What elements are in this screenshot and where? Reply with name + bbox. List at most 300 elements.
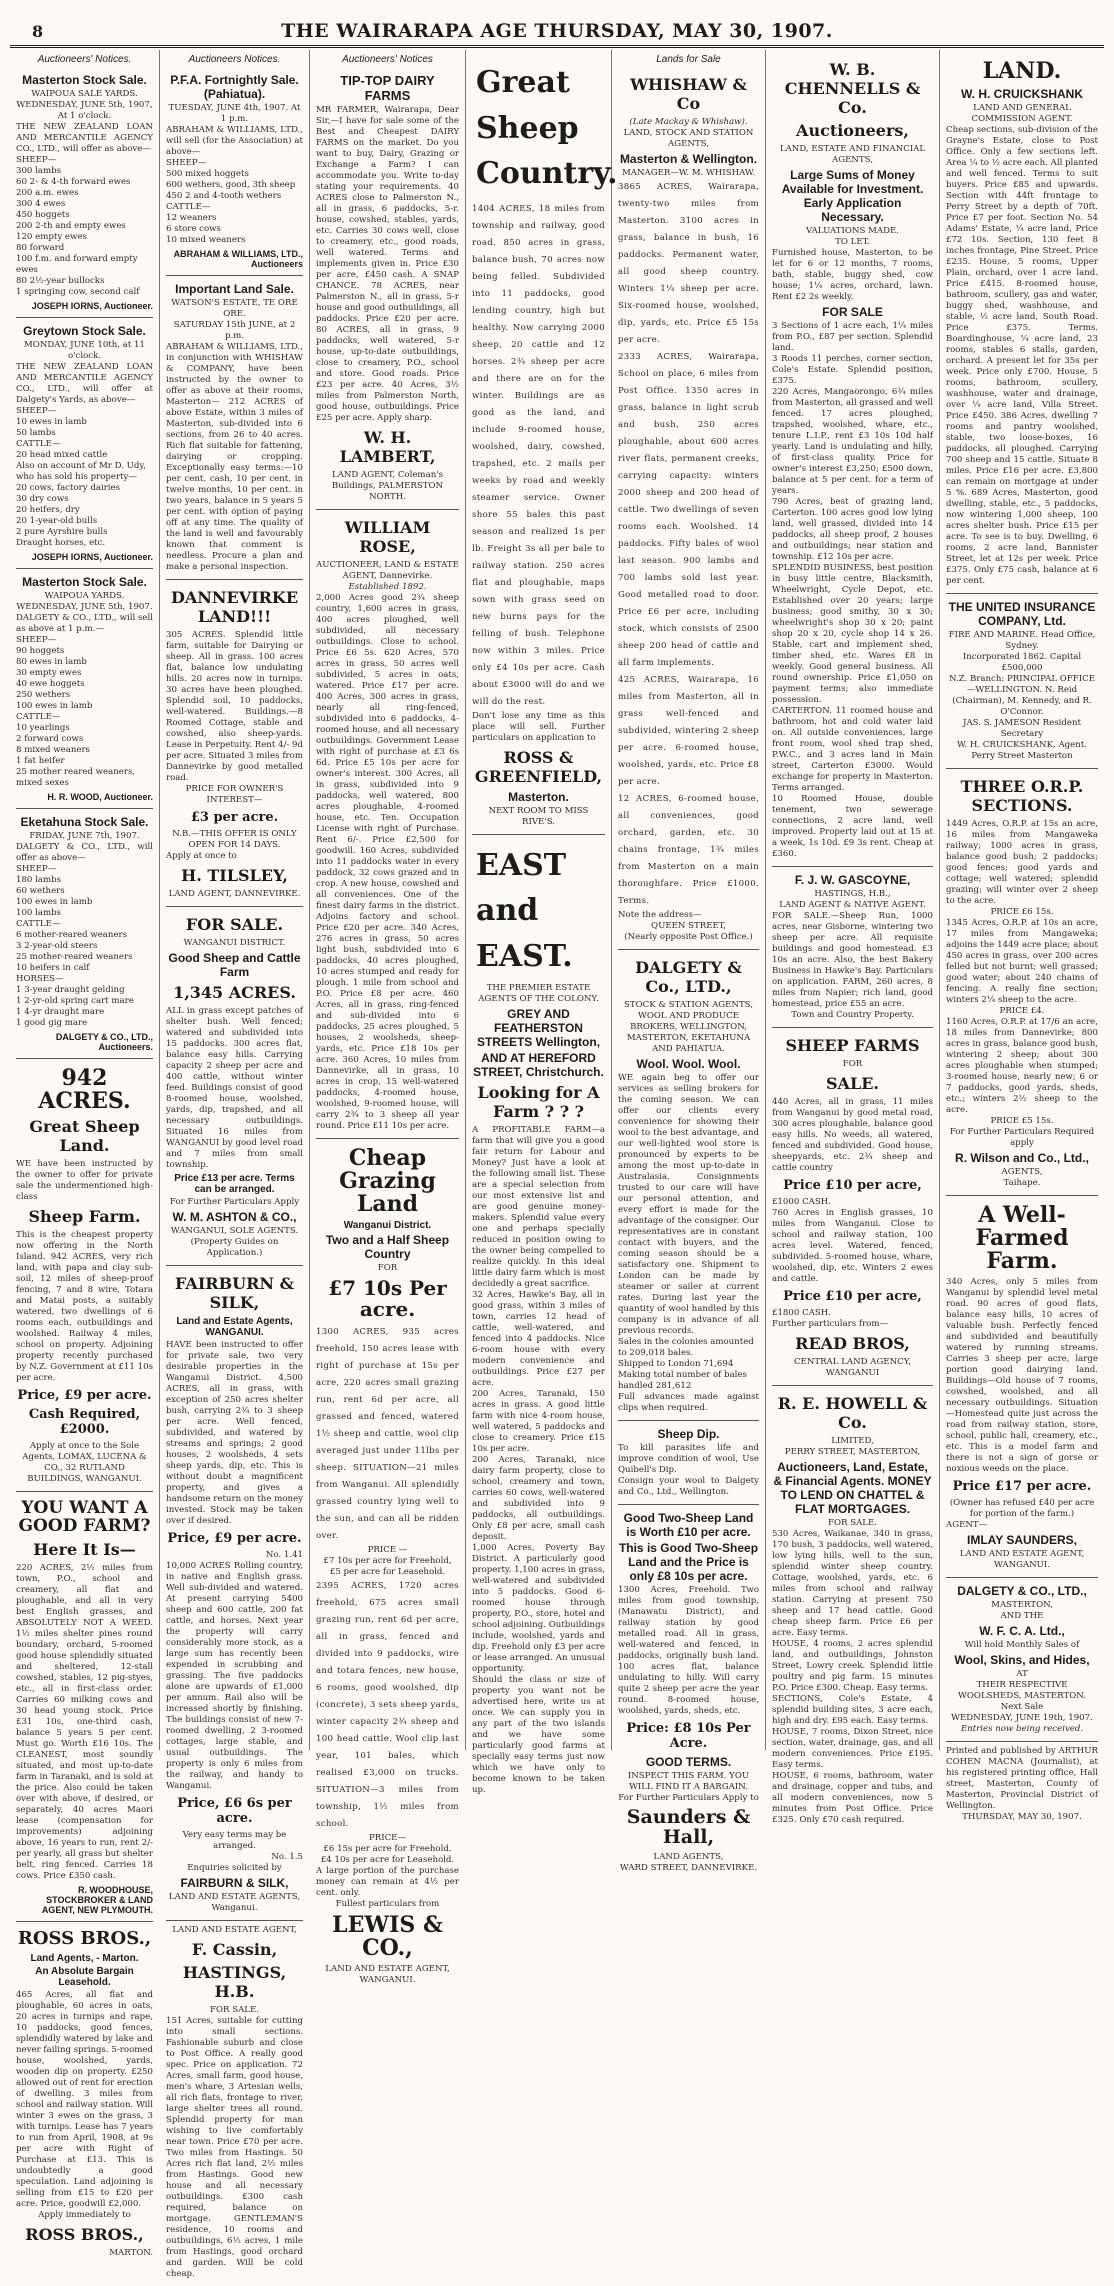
price-list [316,1556,459,1578]
ad-venue: THEIR RESPECTIVE WOOLSHEDS, MASTERTON. [958,1680,1086,1702]
list-item: 100 ewes in lamb [16,897,93,907]
stock-list [16,864,153,1029]
item-list [472,1290,605,1675]
section-heading: Auctioneers' Notices [342,54,433,65]
great-sheep-country-ad [472,52,618,835]
ad-next: NEXT ROOM TO MISS RIVE'S. [488,805,589,827]
ad-date: FRIDAY, JUNE 7th, 1907. [29,831,140,841]
list-item: 50 lambs [16,428,56,438]
ad-line-2: Masterton & Wellington. [619,152,758,166]
ad-price: Price £10 per acre, [783,1178,922,1193]
ad-body: ALL in grass except patches of shelter bush. Well fenced; watered and subdivided into 15 paddocks. 300 acres flat, balance easy hills. Carrying capacity 2 sheep per acre and 400 cattle, without winter feed. Buildings consist of good 8-roomed house, woolshed, yards, dip, trapshed, and all necessary outbuildings. Situated 16 miles from WANGANUI by good level road and 7 miles from small township. [166,1006,303,1170]
list-item: CATTLE— [16,712,61,722]
list-item: SHEEP— [16,155,57,165]
ad-body: 1300 ACRES, 935 acres freehold, 150 acres lease with right of purchase at 15s per acre, 220 acres small grazing run, rent 6d per acre, all grassed and fenced, watered 1½ sheep and cattle, wool clip averaged just under 11lbs per sheep. SITUATION—21 miles from Wanganui. All splendidly grassed country lying well to the sun, and can all be ridden over. [316,1327,459,1542]
ad-price: Price, £9 per acre. [167,1531,302,1546]
east-and-east-ad [472,835,605,1803]
ad-intro: WE have been instructed by the owner to offer for private sale the undermentioned high-class [16,1159,153,1203]
ad-subheading: FIRE AND MARINE. Head Office, Sydney. [948,630,1096,652]
list-item: EAST. [476,938,573,974]
ad-heading: YOU WANT A GOOD FARM? [18,1498,151,1537]
list-item: 3 Sections of 1 acre each, 1¼ miles from P.O., £87 per section. Splendid land. [772,321,933,353]
stock-list [16,635,153,789]
good-two-sheep-ad [618,1505,759,1880]
ad-date: WEDNESDAY, JUNE 19th, 1907. [951,1713,1093,1724]
ad-subheading: Land and Estate Agents, WANGANUI. [176,1316,293,1338]
list-item: 10 yearlings [16,723,70,733]
ad-name: ROSS & GREENFIELD, [474,747,603,786]
ad-heading: FAIRBURN & SILK, [174,1274,295,1312]
list-item: Country. [476,156,618,191]
ad-place: CENTRAL LAND AGENCY, WANGANUI [793,1357,911,1378]
ad-for: FOR [377,1263,398,1274]
ad-subheading: WAIPOUA YARDS. [44,591,125,601]
ad-body-2: 2395 ACRES, 1720 acres freehold, 675 acres small grazing run, rent 6d per acre, all in grass, fenced and divided into 9 paddocks, wire and totara fences, new house, 6 rooms, good woolshed, dip (concrete), 3 sets sheep yards, winter capacity 2¾ sheep and 100 head cattle. Wool clip last year, 101 bales, which realised £3,000 on trucks. SITUATION—3 miles from township, 1½ miles from school. [316,1581,459,1830]
ad-agent: W. H. CRUICKSHANK, Agent. Perry Street Masterton [957,740,1087,762]
ad-signature: ABRAHAM & WILLIAMS, LTD., Auctioneers [173,249,303,269]
ad-price: Price £17 per acre. [952,1479,1092,1495]
ad-apply: Fullest particulars from [335,1899,440,1910]
list-item: Great [476,65,570,100]
list-item: 10 ewes in lamb [16,417,87,427]
list-item: 100 ewes in lamb [16,701,93,711]
list-item: 200 2-th and empty ewes [16,221,126,231]
ad-advance: Full advances made against clips when required. [618,1392,759,1413]
pfa-sale-ad [166,67,303,276]
ad-agent: LAND AND GENERAL COMMISSION AGENT. [971,103,1073,125]
list-item: 200 Acres, Taranaki, 150 acres in grass. A good little farm with nice 4-room house, well watered, 5 paddocks and close to creamery. Price £15 10s per acre. [472,1389,605,1454]
ad-subheading: Great Sheep Land. [29,1117,140,1156]
ad-heading: F. J. W. GASCOYNE, [794,873,911,887]
orp-item-1: 1449 Acres, O.R.P. at 15s an acre, 16 miles from Mangaweka railway; 1000 acres in grass, balance good bush; 2 paddocks; good fences; good yards and cottage; well watered; splendid grazing; will winter over 2 sheep to the acre. [946,819,1098,907]
ad-heading: F. Cassin, [191,1940,278,1959]
list-item: 32 Acres, Hawke's Bay, all in good grass, within 3 miles of town, carries 12 head of cattle, well-watered, and fenced into 4 paddocks. Nice 6-room house with every modern convenience and outbuildings. Price £27 per acre. [472,1290,605,1388]
list-item: 3 2-year-old steers [16,941,98,951]
stock-list [16,406,153,549]
list-item: SHEEP— [16,406,57,416]
ad-to-let: TO LET. [835,237,870,247]
list-item: CATTLE— [16,919,61,929]
ad-closing: Should the class or size of property you want not be advertised here, write us at once. We can supply you in any part of the two islands and we have some particularly good farms at specially easy terms just now which we have only to become known to be taken up. [472,1675,605,1795]
fairburn-silk-ad [166,1266,303,1921]
ad-name: H. TILSLEY, [181,866,288,885]
united-insurance-ad [946,594,1098,769]
ad-apply: For Further Particulars Apply to [618,1793,759,1803]
ad-name: W. H. CRUICKSHANK [961,87,1083,102]
total-value: 281,612 [655,1381,692,1391]
ad-heading: A Well-Farmed Farm. [975,1202,1069,1275]
greytown-stock-sale [16,318,153,569]
list-item: Also on account of Mr D. Udy, who has sold his property— [16,461,146,482]
ad-apply: Apply immediately to [38,2209,131,2220]
list-item: 500 mixed hoggets [166,169,249,179]
list-item: 12 ACRES, 6-roomed house, all conveniences, good orchard, garden, etc. 30 chains frontage, 1¾ miles from Masterton on a main thoroughfare. Price £1000. Terms. [618,794,759,906]
list-item: CATTLE— [166,202,211,212]
ross-bros-ad [16,1922,153,2265]
list-item: 2 forward cows [16,734,84,744]
list-item: 2333 ACRES, Wairarapa, School on place, 6 miles from Post Office. 1350 acres in grass, balance in light scrub and bush, 250 acres ploughable, about 600 acres river flats, permanent creeks, carrying capacity: winters 2000 sheep and 200 head of cattle. Two dwellings of seven rooms each. Woolshed. 14 paddocks. Fifty bales of wool last season. 900 lambs and 700 lambs sold last year. Good metalled road to door. Price £6 per acre, including stock, which consists of 2500 sheep 200 head of cattle and all farm implements. [618,352,759,668]
list-item: 300 4 ewes [16,199,66,209]
ad-subheading: Wanganui District. [343,1220,432,1232]
page-number: 8 [32,22,44,41]
list-item: 100 lambs [16,908,62,918]
ad-price: Price, £9 per acre. [17,1388,152,1404]
ad-for-sale: FOR SALE [822,305,883,319]
ad-heading: Eketahuna Stock Sale. [20,815,149,829]
ad-heading: 942 ACRES. [38,1065,131,1115]
ad-apply: Apply at once to [166,851,237,861]
ad-note: Don't lose any time as this place will sell. Further particulars on application to [472,710,605,743]
price-list-2 [316,1844,459,1866]
section-heading: Lands for Sale [656,54,721,65]
ad-inquiry: Enquiries solicited by [187,1863,282,1873]
ad-body: 340 Acres, only 5 miles from Wanganui by splendid level metal road. 90 acres of good flats, balance easy hills, 10 acres of valuable bush. Perfectly fenced and subdivided and beautifully watered by running streams. Carries 3 sheep per acre, large portion good dairying land. Buildings—Old house of 7 rooms, cowshed, woolshed, and all necessary outbuildings. Situation—Homestead quite just across the road from railway station, store, school, public hall, creamery, etc., etc. This is a model farm and there is not a sign of gorse or noxious weeds on the place. [946,1277,1098,1475]
orp-price-2: PRICE £4. [999,1006,1045,1017]
ad-heading: SHEEP FARMS [785,1036,920,1055]
ad-line: LAND AND ESTATE AGENT, [959,1549,1085,1560]
list-item: SECTIONS, Cole's Estate, 4 splendid building sites, 3 acre each, high and dry. £95 each. Easy terms. [772,1694,933,1726]
ad-subheading: AUCTIONEER, LAND & ESTATE AGENT, Dannevirke. [316,560,459,581]
tiptop-dairy-ad [316,67,459,510]
ad-signature: H. R. WOOD, Auctioneer. [47,792,153,802]
ad-name: FAIRBURN & SILK, [180,1876,289,1890]
ad-heading: DALGETY & CO., LTD., [957,1584,1087,1599]
ad-body: 305 ACRES. Splendid little farm, suitable for Dairying or sheep. All in grass. 100 acres flat, balance low undulating hills. 20 acres now in turnips. 30 acres have been ploughed. Splendid soil, 10 paddocks, well-watered. Buildings.—8 Roomed Cottage, stable and cowshed, also sheep-yards. Lease in Perpetuity. Rent 4/- 9d per acre. Situated 3 miles from Dannevirke by good metalled road. [166,630,303,783]
list-item: 60 wethers [16,886,65,896]
east-heading [472,847,605,976]
list-item: 450 hoggets [16,210,70,220]
ad-subheading: HASTINGS, H.B., [814,889,891,899]
ad-place: WANGANUI. [993,1560,1051,1571]
william-rose-ad [316,510,459,1139]
ad-heading: P.F.A. Fortnightly Sale. (Pahiatua). [170,73,299,101]
list-item: 30 empty ewes [16,668,82,678]
ad-street: PERRY STREET, MASTERTON, [784,1447,921,1457]
ad-agents: LAND AGENTS, [653,1851,724,1862]
column-4 [466,50,618,1795]
list-item: 120 empty ewes [16,232,87,242]
stock-list [166,158,303,246]
list-item: Draught horses, etc. [16,538,106,548]
ad-limited: LIMITED, [831,1436,874,1446]
ad-body: A PROFITABLE FARM—a farm that will give you a good fair return for Labour and Money? Just have a look at the following small list. These are a special selection from our most extensive list and are good genuine money-makers. Splendid value every one and perhaps specially reduced in position owing to the owner being compelled to realize quickly. In this ideal little dairy farm which is most decidedly a great sacrifice. [472,1125,605,1289]
total-row [618,1370,759,1392]
ad-name: Saunders & Hall, [626,1806,751,1848]
ad-at: AT [1016,1669,1028,1680]
list-item: 1 2-yr-old spring cart mare [16,996,134,1006]
orp-item-3: 1160 Acres, O.R.P. at 17/6 an acre, 18 miles from Dannevirke; 800 acres in grass, balance good bush, wintering 2 sheep; about 300 acres ploughable when stumped; 3-roomed house, nearly new; 6 or 7 paddocks, good yards, sheds, etc.; winters 2½ sheep to the acre. [946,1017,1098,1116]
ad-body: Cheap sections, sub-division of the Grayne's Estate, close to Post Office. Only a few sections left. Area ¼ to ½ acre each. All planted and well fenced. Terms to suit buyers. Price £85 and upwards. Section with 44ft frontage to Perry Street by a depth of 70ft. Price £7 per foot. Section No. 54 Adams' Estate, ¼ acre land, Price £72 10s. Section, 130 feet 8 inches frontage, Pine Street. Price £235. House, 5 rooms, Upper Plain, orchard, over 1 acre land. Price £415. 8-roomed house, bathroom, scullery, gas and water, buggy shed, washhouse, and stable, ½ acre land, South Road. Price £375. Terms. Boardinghouse, ¼ acre land, 23 rooms, stables 6 stalls, garden, orchard. A present let for 35s per week. Price only £700. House, 5 rooms, bathroom, scullery, washhouse, water and drainage, over ¼ acre land, Villa Street. Price £450. 386 Acres, dwelling 7 rooms and pantry woolshed, stable, two loose-boxes, 16 paddocks, all ploughed. Carrying 700 sheep and 15 cattle. Situate 8 miles. Price £16 per acre. £3,800 can remain on mortgage at under 5 %. 689 Acres, Masterton, good dwelling, stable, etc., 5 paddocks, now wintering 1,000 sheep, 100 acres shelter bush. Price £15 per acre. To see is to buy. Dwelling, 6 rooms, 2 acre land, Bannister Street, let at 12s per week. Price £375. Only £75 cash, balance at 6 per cent. [946,125,1099,587]
ad-name: IMLAY SAUNDERS, [966,1533,1078,1548]
ad-further: For Further Particulars Required apply [949,1127,1095,1149]
ad-price: £7 10s Per acre. [328,1276,447,1322]
column-6 [766,50,940,1825]
ad-intro: DALGETY & CO., LTD., will offer as above— [16,842,153,863]
ad-name: W. M. ASHTON & CO., [172,1210,297,1224]
ad-subheading: WAIPOUA SALE YARDS. [31,89,138,99]
list-item: 40 ewe hoggets [16,679,85,689]
list-item: 80 forward [16,243,65,253]
ad-body: 465 Acres, all flat and ploughable, 60 acres in oats, 20 acres in turnips and rape, 10 paddocks, good fences, splendidly watered by lake and never failing springs. 5-roomed house, woolshed, yards, wooden dip on property. £250 allowed out of rent for erection of dwelling. 3 miles from school and railway station. Will winter 3 ewes on the grass, 3 with turnips. Lease has 7 years to run from April, 1908, at 9s per acre with Right of Purchase at £13. This is undoubtedly a good speculation. Land adjoining is selling from £15 to £20 per acre. Price, goodwill £2,000. [16,1989,153,2209]
list-item: 180 lambs [16,875,62,885]
ad-next: Next Sale [1000,1702,1044,1713]
ad-intro: DALGETY & CO., LTD., will sell as above at 1 p.m.— [16,613,153,634]
shipped-value: 71,694 [703,1359,734,1369]
ad-agents: AGENTS, [1001,1167,1043,1178]
ad-subheading: Here It Is— [33,1539,136,1559]
ad-signature: DALGETY & CO., LTD., Auctioneers. [55,1032,153,1052]
masterton-stock-sale-2 [16,569,153,809]
section-heading: Auctioneers Notices. [188,54,281,65]
ad-line: LAND AGENT & NATIVE AGENT. [779,900,926,910]
list-item: 425 ACRES, Wairarapa, 16 miles from Masterton, all in grass well-fenced and subdivided, wintering 2 sheep per acre. 6-roomed house, woolshed, yards, etc. Price £8 per acre. [618,675,759,787]
ad-kind: FOR SALE. [209,2005,259,2015]
ad-heading: Masterton Stock Sale. [22,575,147,589]
list-item: 1 4-yr draught mare [16,1007,105,1017]
list-item: 12 weaners [166,213,217,223]
ad-heading: THREE O.R.P. SECTIONS. [960,777,1084,816]
acres-942-ad [16,1059,153,1492]
ad-body: FOR SALE.—Sheep Run, 1000 acres, near Gisborne, wintering two sheep per acre. All requisite buildings and good homestead. £3 10s an acre. Also, the best Bakery Business in Hawke's Bay. Particulars on application. FARM, 260 acres, 8 miles from Napier; rich land, good homestead, price £55 an acre. [772,911,933,1009]
list-item: 1 good gig mare [16,1018,88,1028]
list-item: 250 wethers [16,690,71,700]
list-item: 80 2½-year bullocks [16,276,105,286]
ad-date: MONDAY, JUNE 10th, at 11 o'clock. [24,340,145,361]
cheap-grazing-ad [316,1139,459,1992]
ad-heading: Sheep Dip. [657,1427,720,1441]
ad-heading: THE UNITED INSURANCE COMPANY, Ltd. [948,600,1096,629]
ad-heading: W. B. CHENNELLS & Co. [784,60,921,117]
ad-date: WEDNESDAY, JUNE 5th, 1907. [16,602,153,612]
list-item: 20 heifers, dry [16,505,80,515]
ad-cash: £1000 CASH. [772,1197,831,1207]
ad-heading: Important Land Sale. [175,282,294,296]
orp-sections-ad [946,769,1098,1196]
list-item: 300 lambs [16,166,62,176]
list-item: £6 15s per acre for Freehold. [323,1844,452,1855]
list-item: HOUSE, 6 rooms, bathroom, water and drainage, copper and tubs, and all modern conveniences, now 5 minutes from Post Office. Price £325. Only £70 cash required. [772,1771,933,1825]
newspaper-title: THE WAIRARAPA AGE THURSDAY, MAY 30, 1907. [281,20,833,42]
ad-name: W. H. LAMBERT, [339,428,436,466]
ad-note: A large portion of the purchase money can remain at 4½ per cent. only. [316,1866,459,1899]
ad-cash: Cash Required, £2000. [28,1407,141,1438]
ad-body-2: 760 Acres in English grasses, 10 miles from Wanganui. Close to school and railway station, 100 acres level. Watered, fenced, subdivided. 5-roomed house, whare, woolshed, dip, etc. Winters 2 ewes and cattle. [772,1208,933,1284]
list-item: £5 per acre for Leasehold. [329,1567,446,1578]
sheep-dip-ad [618,1421,759,1505]
ad-line-1: LAND, STOCK AND STATION AGENTS, [623,128,754,149]
list-item: 25 mother reared weaners, mixed sexes [16,767,136,788]
total-label: Making total number of bales handled [618,1370,747,1391]
list-item: 1,000 Acres, Poverty Bay District. A particularly good property. 1,100 acres in grass, well-watered and subdivided into 5 paddocks. Good 6-roomed house through property, P.O., store, hotel and school adjoining. Outbuildings include, woolshed, yards and dip. Freehold only £3 per acre or lease arranged. An unusual opportunity. [472,1543,606,1674]
ad-price: Price £13 per acre. Terms can be arranged. [174,1173,295,1195]
ad-subheading: Auctioneers, [796,121,909,140]
ad-price-heading: PRICE — [367,1545,408,1556]
ad-place: MASTERTON, [991,1600,1053,1611]
list-item: 30 dry cows [16,494,69,504]
ad-intro: THE NEW ZEALAND LOAN AND MERCANTILE AGENCY CO., LTD., will offer at Dalgety's Yards, as above— [16,362,153,405]
item-list [772,1529,933,1826]
ad-name: LEWIS & CO., [332,1912,443,1962]
list-item: 20 head mixed cattle [16,450,108,460]
ad-body: To kill parasites life and improve condition of wool, Use Quibell's Dip. [618,1443,759,1475]
ad-inspect: INSPECT THIS FARM. YOU WILL FIND IT A BARGAIN. [627,1771,750,1792]
ad-note: (Property Guides on Application.) [190,1237,279,1258]
ad-size: 1,345 ACRES. [173,983,296,1002]
ad-heading: R. E. HOWELL & Co. [777,1394,928,1432]
column-2 [160,50,310,2279]
ad-apply: For Further Particulars Apply [169,1197,300,1207]
chennells-ad [772,52,933,867]
ad-body: 220 ACRES, 2½ miles from town, P.O., school and creamery, all flat and ploughable, and all in very best English grasses, and ABSOLUTELY NOT A WEED. 1½ miles shelter pines round boundary, orchard, 5-roomed good house splendidly situated and sheltered, 12-stall cowshed, stables, 12 pig-styes, etc., all in first-class order. Carries 60 milking cows and 30 head young stock. Price £31 10s, one-third cash, balance 5 years 5 per cent. Must go. Worth £16 10s. The CLEANEST, most soundly situated, and most up-to-date farm in Taranaki, and is sold at the price. Also could be taken over with above, if desired, or separately, 40 acres Maori lease (compensation for improvements) adjoining above, 16 years to run, rent 2/- per yearly, all grass but shelter belt, ring fenced. Carries 18 cows. Price £350 cash. [16,1562,153,1881]
list-item: 220 Acres, Mangaorongo, 6¾ miles from Masterton, all grassed and well fenced. 17 acres ploughed, trapshed, woolshed, whare, etc., tenure L.I.P., rent £3 10s 10d half yearly. Land is undulating and hilly, of first-class quality. Price for owner's interest £3,250; £500 down, balance at 5 per cent. for a term of years. [772,387,934,496]
masterton-stock-sale [16,67,153,318]
ad-apply: Apply at once to the Sole Agents, LOMAX, LUCENA & CO., 32 RUTLAND BUILDINGS, WANGANUI. [22,1441,147,1485]
ad-heading: LAND. [982,58,1062,84]
ad-note: N.B.—THIS OFFER IS ONLY OPEN FOR 14 DAYS. [172,829,297,850]
item-list [618,179,759,910]
ad-name: READ BROS, [795,1334,910,1353]
list-item: CATTLE— [16,439,61,449]
list-item: £7 10s per acre for Freehold, [323,1556,452,1567]
ad-opposite: (Nearly opposite Post Office.) [624,932,753,942]
looking-heading: Looking for A Farm ? ? ? [477,1083,600,1121]
whishaw-ad [618,67,759,950]
ad-district: WANGANUI DISTRICT. [183,938,286,948]
ad-place: Taihape. [1003,1178,1041,1189]
ad-intro: THE NEW ZEALAND LOAN AND MERCANTILE AGENCY CO., LTD., will offer as above— [16,122,153,154]
ad-sale: SALE. [826,1074,879,1093]
ad-manager: MANAGER—W. M. WHISHAW. [621,168,755,178]
ad-place: LAND AGENT, DANNEVIRKE. [168,889,301,899]
list-item: SHEEP— [16,635,57,645]
ad-note: (Owner has refused £40 per acre for portion of the farm.) [949,1498,1095,1520]
list-item: 3865 ACRES, Wairarapa, twenty-two miles from Masterton. 3100 acres in grass, balance in bush, 16 paddocks. Permanent water, all good sheep country. Winters 1¼ sheep per acre. Six-roomed house, woolshed, dip, yards, etc. Price £5 15s per acre. [618,182,759,345]
ad-and: AND AT HEREFORD STREET, Christchurch. [473,1051,604,1079]
ad-ref-2: No. 1.5 [271,1852,303,1862]
ad-entries: Entries now being received. [960,1724,1084,1735]
list-item: SHEEP— [16,864,57,874]
ad-subheading: Land Agents, - Marton. [30,1952,139,1964]
ad-line: LAND, ESTATE AND FINANCIAL AGENTS, [779,144,926,165]
ad-body: Will hold Monthly Sales of [964,1640,1080,1651]
ad-name: R. Wilson and Co., Ltd., [955,1151,1089,1166]
ad-place: WANGANUI, SOLE AGENTS. [170,1226,299,1236]
ad-terms: GOOD TERMS. [645,1755,732,1769]
ad-place: LAND AND ESTATE AGENT, WANGANUI. [325,1964,450,1986]
good-farm-ad [16,1492,153,1922]
ad-streets: GREY AND FEATHERSTON STREETS Wellington, [476,1007,601,1049]
ad-body: 151 Acres, suitable for cutting into small sections. Fashionable suburb and close to Post Office. A really good spec. Price on application. 72 Acres, small farm, good house, men's whare, 3 Artesian wells, all rich flats, frontage to river, large shelter trees all round. Splendid property for man wishing to live comfortably near town. Price £70 per acre. Two miles from Hastings. 50 Acres rich flat land, 2½ miles from Hastings. Good new house and all necessary outbuildings. £300 cash required, balance on mortgage. GENTLEMAN'S residence, 10 rooms and outbuildings, 6½ acres, 1 mile from Hastings, good orchard and garden. Will be cold cheap. [166,2016,303,2279]
ad-body: 1300 Acres, Freehold. Two miles from good township, (Manawatu District), and railway station by good metalled road. All in grass, well-watered and fenced, in paddocks, originally bush land. 100 acres flat, balance undulating to hilly. Will carry quite 2 sheep per acre the year round. 8-roomed house, woolshed, yards, sheds, etc. [618,1585,759,1716]
list-item: 10 mixed weaners [166,235,246,245]
ad-established: Established 1892. [348,582,427,592]
ad-heading: ROSS BROS., [17,1927,152,1949]
ad-for: FOR [842,1059,863,1069]
ad-cash-2: £1800 CASH. [772,1308,831,1318]
ad-body: HAVE been instructed to offer for private sale, two very desirable properties in the Wanganui District. 4,500 ACRES, all in grass, with exception of 250 acres shelter bush, carrying 2¾ to 3 sheep per acre. Well fenced, subdivided, and watered by streams and springs; 2 good houses, 2 woolsheds, 4 sets sheep yards, dip, etc. This is without doubt a magnificent property, and gives a handsome return on the money invested. Stock may be taken over if desired. [166,1340,303,1526]
list-item: 3 Roods 11 perches, corner section, Cole's Estate. Splendid position, £375. [772,354,933,386]
ad-heading: DANNEVIRKE LAND!!! [170,588,299,626]
ad-intro: ABRAHAM & WILLIAMS, LTD., will sell (for the Association) at above— [166,125,303,157]
dalgety-wool-ad [618,950,759,1421]
printer-date: THURSDAY, MAY 30, 1907. [962,1812,1082,1823]
list-item: 20 1-year-old bulls [16,516,98,526]
list-item: 10 Roomed House, double tenement, two sewerage connections, 2 acre land, well improved. Property laid out at 15 at a week, 1s 10d. £9 3s rent. Cheap at £360. [772,794,933,859]
list-item: £4 10s per acre for Leasehold. [320,1855,455,1866]
list-item: and [476,893,539,928]
ad-heading: Cheap Grazing Land [339,1145,436,1218]
imprint [946,1742,1098,1829]
list-item: 60 2- & 4-th forward ewes [16,177,131,187]
ad-note: Town and Country Property. [791,1010,914,1020]
ad-heading: WILLIAM ROSE, [344,518,431,556]
ad-price: £3 per acre. [190,810,279,825]
column-7 [940,50,1104,1823]
list-item: 100 f.m. and forward empty ewes [16,254,138,275]
ad-ref: No. 1.41 [265,1550,303,1560]
ad-heading: DALGETY & Co., LTD., [635,958,742,996]
ad-formerly: (Late Mackay & Whishaw). [629,117,748,127]
for-sale-wanganui-ad [166,907,303,1266]
list-item: 6 store cows [166,224,221,234]
list-item: 6 mother-reared weaners [16,930,128,940]
list-item: 600 wethers, good, 3th sheep [166,180,296,190]
ad-date: WEDNESDAY, JUNE 5th, 1907, At 1 o'clock. [16,100,153,121]
ad-and: AND THE [1000,1611,1044,1622]
printer-notice: Printed and published by ARTHUR COHEN MACNA (Journalist), at his registered printing office, Hall street, Masterton, County of Masterton, Provincial District of Wellington. [946,1746,1098,1812]
ad-date: SATURDAY 15th JUNE, at 2 p.m. [173,320,296,341]
gascoyne-ad [772,867,933,1028]
list-item: 1 springing cow, second calf [16,287,140,297]
ad-subheading: This is Good Two-Sheep Land and the Price is only £8 10s per acre. [618,1541,759,1583]
ad-offer: PRICE FOR OWNER'S INTEREST— [185,784,284,805]
ad-apply: Further particulars from— [772,1319,889,1329]
list-item: HORSES— [16,974,64,984]
orp-price-3: PRICE £5 15s. [990,1116,1054,1127]
list-item: CARTERTON. 11 roomed house and bathroom, hot and cold water laid on. All outside conveniences, large front room, wool shed trap shed, P.W.C., and 3 acres land in Main street, Carterton £3000. Would exchange for property in Masterton. Terms arranged. [772,706,933,793]
sales-label: Sales in the colonies amounted to [618,1337,754,1358]
ad-wfca: W. F. C. A. Ltd., [979,1624,1065,1639]
ad-body: 1404 ACRES, 18 miles from township and railway, good road. 850 acres in grass, balance bush, 70 acres now being felled. Subdivided into 11 paddocks, good lending country, high but healthy. Now carrying 2000 sheep, 20 cattle and 12 horses. 2¾ sheep per acre and there are on for the winter. Buildings are as good as the land, and include 9-roomed house, woolshed, dairy, cowshed, trapshed, etc. 2 mails per weeks by road and weekly steamer service. Owner shore 55 bales this past season and realized 1s per lb. Freight 3s all per bale to railway station. 250 acres flat and ploughable, maps sown with grass seed on new burns pays for the felling of bush. Telephone now within 3 miles. Price only £4 10s per acre. Cash about £3000 will do and we will do the rest. [472,203,605,707]
list-item: 200 a.m. ewes [16,188,79,198]
ad-body: This is the cheapest property now offering in the North Island. 942 ACRES, very rich land, with papa and clay sub-soil, 12 miles of sheep-proof fencing, 7 and 8 wire, Totara and Matai posts, a suitably watered, two dwellings of 6 rooms each, outbuildings and woolshed. Railway 4 miles, school on property. Adjoining property recently purchased by N.Z. Government at £11 10s per acre. [16,1230,153,1384]
ad-street: QUEEN STREET, [651,921,726,931]
ad-place: LAND AND ESTATE AGENTS, Wanganui. [168,1892,301,1913]
orp-item-2: 1345 Acres, O.R.P. at 10s an acre, 17 miles from Mangaweka; adjoins the 1449 acre place; about 450 acres in grass, over 200 acres felled but not burnt; well grassed; good water; about 240 chains of fencing. A really fine section; winters 2¼ sheep to the acre. [946,918,1098,1006]
eketahuna-stock-sale [16,809,153,1059]
cassin-ad [166,1921,303,2286]
list-item: 10 heifers in calf [16,963,90,973]
ad-body: 440 Acres, all in grass, 11 miles from Wanganui by good metal road, 300 acres ploughable, balance good easy hills. No weeds, all watered, fenced and subdivided. Good house, sheepyards, etc. 2¾ sheep and cattle country [772,1097,933,1173]
stock-list [16,155,153,298]
sales-row [618,1337,759,1359]
dannevirke-land-ad [166,580,303,907]
column-1 [10,50,160,2258]
ad-valuations: VALUATIONS MADE. [806,226,899,236]
ad-subheading: LAND AND ESTATE AGENT, [172,1925,297,1935]
ad-consign: Consign your wool to Dalgety and Co., Ltd., Wellington. [618,1476,759,1497]
list-item: 25 mother-reared weaners [16,952,133,962]
dalgety-monthly-sales-ad [946,1578,1098,1742]
ad-signature: R. WOODHOUSE, STOCKBROKER & LAND AGENT, NEW PLYMOUTH. [41,1884,153,1915]
ad-date: TUESDAY, JUNE 4th, 1907. At 1 p.m. [168,103,301,124]
ad-kind: An Absolute Bargain Leasehold. [35,1965,134,1988]
list-item: HOUSE, 7 rooms, Dixon Street, nice section, water, drainage, gas, and all modern conveniences. Price £195. Easy terms. [772,1727,933,1770]
list-item: 200 Acres, Taranaki, nice dairy farm property, close to school, creamery and town, carries 60 cows, well-watered and subdivided into 9 paddocks, all outbuildings. Only £8 per acre, small cash deposit. [472,1455,605,1542]
ad-body: 2,000 Acres good 2¾ sheep country, 1,600 acres in grass, 400 acres ploughed, well subdivided, all necessary outbuildings. Close to school. Price £6 5s. 620 Acres, 570 acres in grass, 50 acres well subdivided, 5 acres in oats, watered. Price £17 per acre. 400 Acres, 300 acres in grass, nearly all ring-fenced, subdivided into 6 paddocks, 4-roomed house, and all necessary outbuildings. Government Lease with right of purchase at £3 6s 6d. Price £5 10s per acre for owner's interest. 300 Acres, all in grass, subdivided into 9 paddocks, well watered, 800 acres ploughable, 4-roomed house, etc. Ten. Occupation License with right of Purchase. Rent 6/-. Price £2,500 for goodwill. 160 Acres, subdivided into 11 paddocks water in every paddock, 32 cows grazed and in crop. A new house, cowshed and all conveniences. One of the finest dairy farms in the district. Adjoins factory and school. Price £20 per acre. 340 Acres, 276 acres in grass, 50 acres light bush, subdivided into 6 paddocks, 40 acres ploughed, 10 acres stumped and ready for plough. 1 mile from school and P.O. Price £8 per acre. 460 Acres, all in grass, ring-fenced and sub-divided into 6 paddocks, 25 acres ploughed, 5 houses, 2 woolsheds, sheep-yards, etc. Price £18 10s per acre. 360 Acres, 10 miles from Dannevirke, all in grass, 10 acres in crop, 15 well-watered paddocks, 4-roomed house, woolshed, 9-roomed house, will carry 2¾ to 3 sheep all year round. Price £11 10s per acre. [316,593,459,1131]
column-5 [612,50,766,1873]
ad-agent: AGENT— [946,1520,988,1531]
